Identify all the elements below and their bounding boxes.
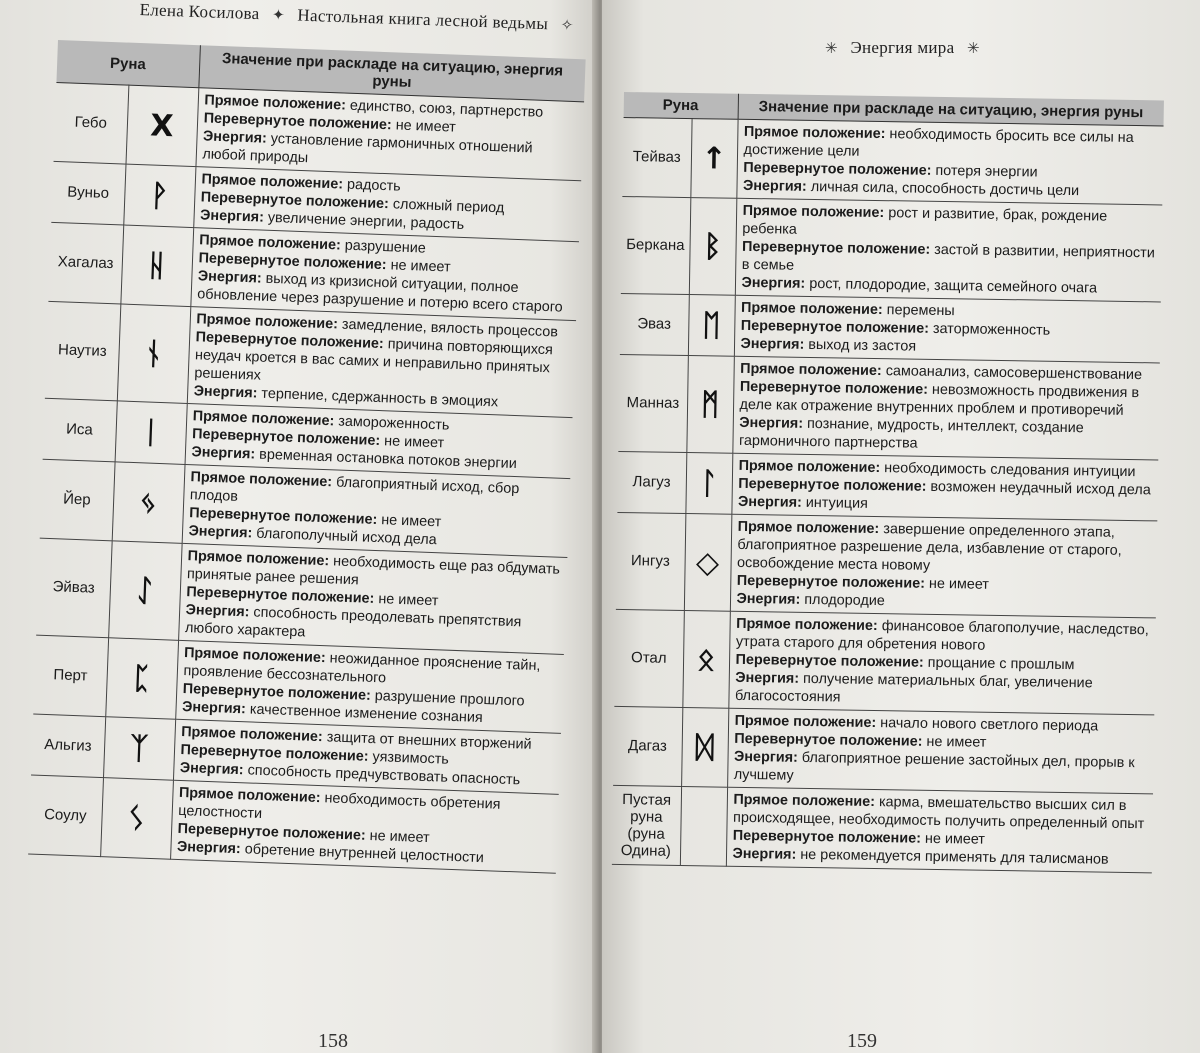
meaning-label: Перевернутое положение:: [203, 110, 393, 134]
rune-symbol-icon: ◇: [684, 514, 732, 612]
meaning-text: разрушение: [340, 237, 427, 257]
running-head-left: [139, 0, 582, 35]
meaning-label: Прямое положение:: [737, 518, 880, 538]
meaning-label: Перевернутое положение:: [191, 426, 381, 450]
meaning-text: замедление, вялость процессов: [337, 316, 559, 341]
rune-meaning: [178, 543, 567, 654]
rune-meaning: [190, 228, 579, 321]
meaning-label: Энергия:: [739, 414, 804, 432]
meaning-label: Прямое положение:: [743, 123, 886, 143]
rune-symbol-icon: ↑: [690, 119, 737, 199]
meaning-text: плодородие: [800, 591, 886, 610]
meaning-text: радость: [342, 176, 401, 195]
author-name: Елена Косилова: [139, 0, 260, 24]
meaning-label: Перевернутое положение:: [177, 820, 366, 844]
rune-name: Ингуз: [616, 512, 686, 610]
rune-name: Соулу: [28, 775, 103, 857]
meaning-text: не имеет: [391, 117, 456, 136]
right-page: [602, 0, 1200, 1053]
meaning-label: Прямое положение:: [204, 92, 347, 114]
rune-row: [622, 117, 1163, 204]
rune-name: Эваз: [620, 293, 689, 355]
meaning-label: Энергия:: [733, 748, 798, 766]
rune-meaning: [731, 453, 1158, 521]
meaning-label: Перевернутое положение:: [195, 329, 385, 353]
meaning-text: временная остановка потоков энергии: [254, 446, 518, 473]
meaning-text: не имеет: [365, 827, 430, 847]
rune-row: [621, 196, 1162, 301]
header-rune: Руна: [624, 92, 738, 119]
meaning-text: начало нового светлого периода: [876, 715, 1099, 735]
meaning-label: Прямое положение:: [740, 360, 882, 380]
rune-name: Наутиз: [45, 301, 121, 401]
meaning-label: Прямое положение:: [187, 548, 330, 570]
meaning-text: причина повторяющихся неудач кроется в вас самих и неправильно принятых решениях: [194, 336, 554, 384]
meaning-label: Энергия:: [176, 838, 242, 858]
rune-row: [612, 785, 1153, 872]
meaning-label: Энергия:: [741, 274, 806, 292]
meaning-label: Перевернутое положение:: [188, 505, 378, 529]
separator-ornament: ✦: [271, 7, 286, 25]
rune-symbol-icon: ᛞ: [681, 707, 728, 787]
rune-meaning: [727, 708, 1154, 794]
rune-table-right: [612, 92, 1164, 873]
meaning-label: Перевернутое положение:: [180, 741, 369, 765]
header-meaning: Значение при раскладе на ситуацию, энергия руны: [198, 45, 585, 102]
rune-meaning: [735, 198, 1162, 302]
meaning-label: Энергия:: [181, 699, 247, 718]
meaning-text: увеличение энергии, радость: [263, 209, 465, 234]
rune-row: [45, 301, 576, 417]
meaning-text: благоприятный исход, сбор плодов: [189, 474, 520, 505]
rune-symbol-icon: ᚹ: [123, 164, 195, 228]
meaning-text: рост, плодородие, защита семейного очага: [805, 275, 1098, 297]
meaning-label: Перевернутое положение:: [735, 651, 924, 671]
header-meaning: Значение при раскладе на ситуацию, энергия руны: [738, 94, 1164, 126]
left-page: [0, 0, 598, 1053]
meaning-text: выход из кризисной ситуации, полное обновление через разрушение и потерю всего старого: [196, 270, 563, 316]
asterisk-ornament-right: ✳: [967, 41, 980, 57]
rune-name: Йер: [40, 459, 115, 541]
meaning-text: не имеет: [922, 733, 987, 751]
rune-row: [613, 706, 1154, 793]
meaning-label: Прямое положение:: [733, 791, 876, 811]
rune-meaning: [726, 787, 1153, 873]
meaning-text: не имеет: [374, 590, 439, 610]
meaning-label: Прямое положение:: [740, 299, 883, 319]
meaning-label: Прямое положение:: [178, 784, 321, 807]
asterisk-ornament-left: ✳: [825, 41, 838, 57]
rune-name: Манназ: [618, 354, 688, 452]
meaning-label: Энергия:: [179, 759, 244, 779]
header-rune: Руна: [56, 40, 199, 88]
meaning-text: возможен неудачный исход дела: [926, 478, 1151, 499]
meaning-label: Перевернутое положение:: [738, 475, 927, 495]
rune-meaning: [195, 88, 584, 181]
meaning-label: Энергия:: [188, 523, 253, 542]
rune-symbol-icon: ᛚ: [685, 453, 732, 515]
meaning-text: перемены: [882, 302, 955, 320]
meaning-label: Перевернутое положение:: [736, 572, 926, 592]
meaning-label: Перевернутое положение:: [182, 681, 372, 704]
meaning-text: невозможность продвижения в деле как отражение внутренних проблем и противоречий: [739, 381, 1140, 419]
meaning-label: Перевернутое положение:: [734, 730, 923, 750]
meaning-text: завершение определенного этапа, благоприятное разрешение дела, избавление от старого, освобождение места новому: [736, 521, 1122, 574]
meaning-label: Энергия:: [740, 335, 805, 353]
rune-symbol-icon: [680, 786, 727, 866]
rune-meaning: [175, 640, 564, 733]
meaning-text: неожиданное прояснение тайн, проявление бессознательного: [183, 650, 541, 687]
meaning-label: Прямое положение:: [196, 311, 339, 333]
rune-name: Дагаз: [613, 706, 682, 786]
rune-row: [36, 538, 567, 654]
meaning-label: Энергия:: [193, 383, 258, 402]
rune-meaning: [187, 307, 576, 418]
meaning-label: Перевернутое положение:: [732, 827, 922, 847]
meaning-text: не имеет: [376, 512, 442, 531]
chapter-title: Энергия мира: [850, 38, 955, 57]
meaning-text: разрушение прошлого: [370, 687, 525, 710]
rune-meaning: [732, 356, 1159, 460]
meaning-text: застой в развитии, неприятности в семье: [741, 241, 1155, 274]
rune-name: Тейваз: [622, 117, 691, 197]
meaning-text: терпение, сдержанность в эмоциях: [257, 385, 499, 411]
page-number-right: 159: [847, 1030, 877, 1052]
rune-symbol-icon: ᛊ: [100, 778, 173, 860]
meaning-text: обретение внутренней целостности: [240, 841, 485, 867]
meaning-label: Прямое положение:: [198, 232, 342, 254]
meaning-label: Энергия:: [732, 845, 797, 863]
rune-row: [616, 512, 1157, 617]
meaning-text: сложный период: [388, 196, 505, 217]
meaning-line: [737, 518, 1151, 578]
meaning-text: потеря энергии: [931, 162, 1038, 181]
rune-name: Хагалаз: [48, 222, 123, 304]
meaning-label: Прямое положение:: [192, 408, 335, 430]
rune-name: Пустая руна (руна Одина): [612, 785, 681, 865]
meaning-text: карма, вмешательство высших сил в происходящее, необходимость получить определенный опыт: [732, 794, 1145, 833]
meaning-label: Энергия:: [735, 669, 800, 687]
rune-meaning: [730, 514, 1157, 618]
meaning-text: необходимость следования интуиции: [880, 460, 1136, 481]
meaning-label: Энергия:: [199, 207, 265, 226]
rune-name: Альгиз: [31, 714, 105, 778]
meaning-text: интуиция: [801, 494, 868, 512]
meaning-text: замороженность: [334, 413, 450, 434]
meaning-text: благоприятное решение застойных дел, прорыв к лучшему: [733, 749, 1135, 784]
meaning-label: Прямое положение:: [180, 723, 324, 746]
meaning-label: Энергия:: [736, 590, 801, 608]
meaning-text: необходимость обретения целостности: [178, 790, 501, 822]
rune-symbol-icon: ᛖ: [688, 295, 735, 357]
meaning-text: необходимость бросить все силы на достижение цели: [743, 126, 1134, 160]
meaning-label: Энергия:: [202, 128, 268, 147]
meaning-text: качественное изменение сознания: [245, 701, 483, 727]
meaning-text: не имеет: [924, 575, 990, 593]
meaning-text: защита от внешних вторжений: [322, 729, 532, 753]
rune-name: Беркана: [621, 196, 691, 294]
meaning-text: получение материальных благ, увеличение благосостояния: [734, 670, 1093, 706]
rune-row: [617, 451, 1158, 520]
meaning-label: Перевернутое положение:: [740, 317, 930, 337]
meaning-text: не рекомендуется применять для талисманов: [796, 846, 1109, 868]
rune-meaning: [728, 611, 1155, 715]
rune-symbol-icon: ᛇ: [108, 541, 182, 640]
meaning-label: Прямое положение:: [742, 202, 885, 222]
rune-name: Гебо: [54, 82, 129, 164]
meaning-text: благополучный исход дела: [252, 525, 437, 549]
meaning-text: установление гармоничных отношений любой природы: [202, 130, 533, 167]
end-ornament: ✧: [560, 17, 574, 35]
meaning-label: Перевернутое положение:: [739, 378, 929, 398]
rune-row: [614, 609, 1155, 714]
meaning-label: Перевернутое положение:: [741, 238, 931, 258]
rune-symbol-icon: ᛗ: [686, 356, 734, 454]
rune-symbol-icon: ᛒ: [689, 198, 737, 296]
meaning-text: необходимость еще раз обдумать принятые ранее решения: [186, 553, 561, 589]
rune-symbol-icon: ᛟ: [682, 611, 730, 709]
meaning-text: прощание с прошлым: [923, 654, 1075, 674]
meaning-text: способность предчувствовать опасность: [243, 762, 521, 789]
meaning-label: Энергия:: [191, 444, 256, 463]
meaning-text: не имеет: [386, 257, 451, 276]
rune-symbol-icon: X: [125, 85, 198, 167]
meaning-text: выход из застоя: [804, 336, 917, 355]
meaning-label: Прямое положение:: [734, 712, 877, 732]
meaning-label: Перевернутое положение:: [743, 159, 932, 179]
meaning-label: Прямое положение:: [201, 171, 344, 193]
running-head-right: [817, 38, 988, 58]
rune-name: Вуньо: [51, 161, 125, 225]
meaning-label: Энергия:: [737, 493, 802, 511]
rune-symbol-icon: ᛈ: [105, 638, 178, 720]
meaning-text: уязвимость: [368, 748, 450, 768]
rune-symbol-icon: ᛁ: [115, 401, 187, 465]
rune-meaning: [182, 464, 571, 557]
rune-symbol-icon: ᛃ: [112, 462, 185, 544]
rune-meaning: [734, 295, 1161, 363]
meaning-label: Перевернутое положение:: [200, 189, 390, 213]
meaning-text: не имеет: [920, 830, 986, 848]
meaning-line: [735, 669, 1149, 711]
rune-symbol-icon: ᚺ: [120, 225, 193, 307]
meaning-label: Энергия:: [742, 177, 807, 195]
meaning-text: рост и развитие, брак, рождение ребенка: [742, 205, 1108, 238]
meaning-label: Прямое положение:: [183, 645, 326, 667]
meaning-text: познание, мудрость, интеллект, создание гармоничного партнерства: [738, 415, 1084, 452]
rune-name: Перт: [33, 635, 108, 717]
meaning-text: не имеет: [379, 433, 445, 452]
rune-name: Эйваз: [36, 538, 112, 638]
meaning-line: [734, 748, 1148, 790]
meaning-line: [739, 414, 1153, 456]
rune-meaning: [170, 780, 559, 873]
page-number-left: 158: [318, 1030, 348, 1052]
meaning-text: самоанализ, самосовершенствование: [881, 363, 1143, 384]
meaning-label: Прямое положение:: [736, 615, 878, 635]
rune-name: Иса: [43, 398, 117, 462]
rune-symbol-icon: ᛉ: [103, 717, 175, 781]
meaning-label: Перевернутое положение:: [198, 250, 387, 274]
rune-row: [618, 354, 1159, 459]
rune-meaning: [736, 119, 1163, 205]
meaning-text: заторможенность: [928, 320, 1051, 339]
rune-name: Лагуз: [617, 451, 686, 513]
rune-name: Отал: [614, 609, 684, 707]
meaning-label: Прямое положение:: [738, 457, 881, 477]
meaning-label: Энергия:: [197, 268, 262, 287]
meaning-label: Прямое положение:: [190, 469, 333, 491]
meaning-text: личная сила, способность достичь цели: [806, 178, 1080, 200]
meaning-label: Перевернутое положение:: [186, 584, 375, 607]
meaning-text: финансовое благополучие, наследство, утрата старого для обретения нового: [735, 618, 1149, 654]
meaning-text: способность преодолевать препятствия любого характера: [184, 604, 522, 641]
rune-row: [620, 293, 1161, 362]
book-title: Настольная книга лесной ведьмы: [297, 5, 549, 34]
meaning-label: Энергия:: [185, 602, 250, 621]
rune-table-left: [28, 40, 586, 874]
meaning-text: единство, союз, партнерство: [345, 97, 544, 121]
rune-symbol-icon: ᚾ: [117, 304, 191, 403]
